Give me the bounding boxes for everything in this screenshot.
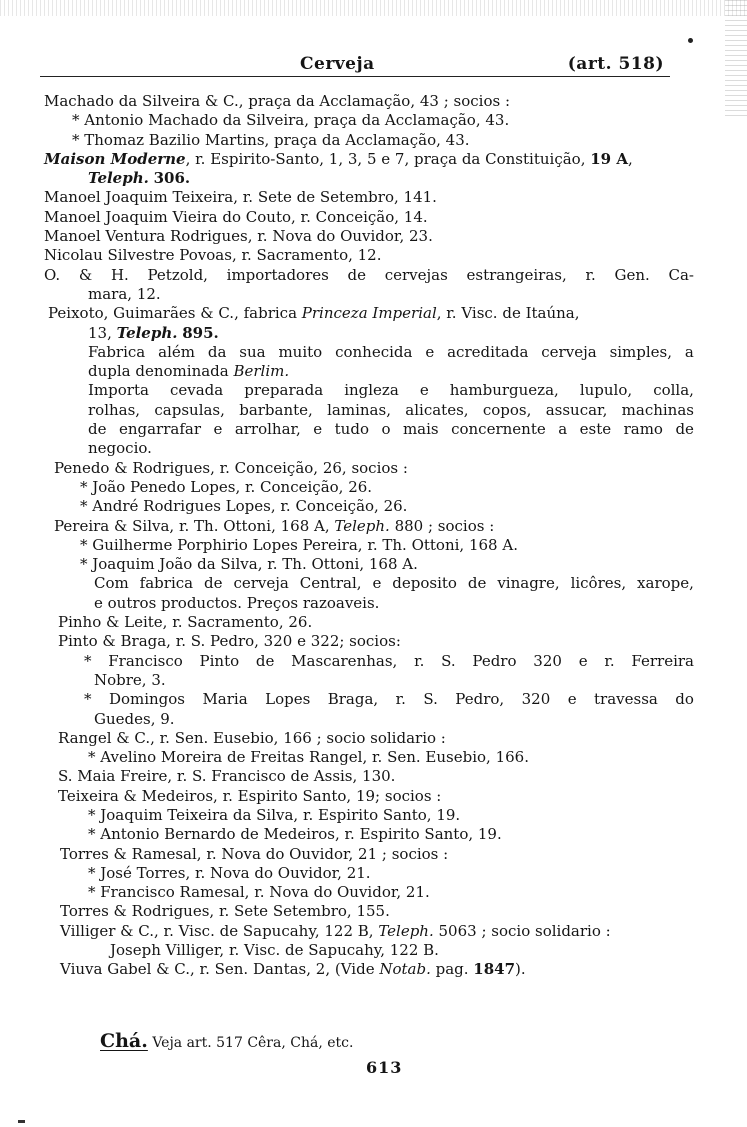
line-word: de: [347, 265, 367, 284]
line-word: Ferreira: [631, 651, 694, 670]
article-number: (art. 518): [567, 54, 664, 74]
listing-line: [44, 362, 694, 381]
line-segment: Peixoto, Guimarães & C., fabrica: [48, 304, 302, 323]
line-segment: * Joaquim João da Silva, r. Th. Ottoni, 168 A.: [80, 555, 418, 574]
listing-line: [44, 401, 694, 420]
line-word: S.: [441, 651, 456, 670]
listing-line: [44, 555, 694, 574]
line-word: este: [579, 420, 612, 439]
line-word: Pedro: [472, 651, 517, 670]
line-segment: Maison Moderne: [44, 149, 186, 168]
line-word: Gen.: [614, 265, 650, 284]
line-word: estrangeiras,: [466, 265, 567, 284]
line-word: Pinto: [199, 651, 240, 670]
listing-line: [44, 902, 694, 921]
line-segment: 306.: [153, 169, 191, 188]
line-segment: Berlim.: [233, 362, 290, 381]
listing-line: [44, 825, 694, 844]
line-segment: Manoel Joaquim Teixeira, r. Sete de Setembro, 141.: [44, 188, 437, 207]
line-segment: , r. Visc. de Itaúna,: [436, 304, 580, 323]
listing-line: [44, 671, 694, 690]
line-word: de: [675, 420, 694, 439]
line-word: 320: [533, 651, 562, 670]
line-word: importadores: [226, 265, 329, 284]
page-header: [40, 54, 670, 77]
listing-line: [44, 806, 694, 825]
line-segment: 880 ; socios :: [389, 516, 495, 535]
line-word: e: [425, 342, 435, 361]
line-segment: * Thomaz Bazilio Martins, praça da Acclamação, 43.: [72, 130, 470, 149]
line-word: ramo: [623, 420, 663, 439]
ink-dot: [688, 38, 693, 43]
line-segment: * Avelino Moreira de Freitas Rangel, r. Sen. Eusebio, 166.: [88, 748, 529, 767]
line-segment: Torres & Ramesal, r. Nova do Ouvidor, 21 ; socios :: [60, 844, 449, 863]
listing-line: [44, 285, 694, 304]
line-segment: Nobre, 3.: [94, 670, 166, 689]
line-word: e: [372, 574, 382, 593]
listing-line: [44, 748, 694, 767]
listing-line: [44, 381, 694, 400]
line-segment: Pinho & Leite, r. Sacramento, 26.: [58, 613, 313, 632]
line-word: simples,: [609, 342, 673, 361]
line-segment: mara, 12.: [88, 284, 161, 303]
line-word: Braga,: [327, 690, 379, 709]
line-segment: Pinto & Braga, r. S. Pedro, 320 e 322; socios:: [58, 632, 401, 651]
line-word: S.: [423, 690, 438, 709]
listing-line: [44, 227, 694, 246]
line-segment: Joseph Villiger, r. Visc. de Sapucahy, 122 B.: [110, 941, 439, 960]
listing-line: [44, 246, 694, 265]
listing-line: [44, 517, 694, 536]
line-word: *: [84, 690, 92, 709]
line-word: vinagre,: [497, 574, 560, 593]
line-segment: Penedo & Rodrigues, r. Conceição, 26, socios :: [54, 458, 408, 477]
line-segment: Teixeira & Medeiros, r. Espirito Santo, 19; socios :: [58, 786, 442, 805]
line-word: Mascarenhas,: [291, 651, 398, 670]
listing-line: [44, 150, 694, 169]
listing-line: [44, 594, 694, 613]
listing-line: [44, 729, 694, 748]
listing-line: [44, 652, 694, 671]
line-word: machinas: [621, 400, 694, 419]
line-segment: Teleph.: [88, 169, 149, 188]
line-word: cerveja: [541, 342, 597, 361]
line-segment: S. Maia Freire, r. S. Francisco de Assis, 130.: [58, 767, 396, 786]
line-segment: 895.: [182, 323, 219, 342]
listing-line: [44, 710, 694, 729]
line-word: de: [204, 574, 223, 593]
line-segment: Teleph.: [378, 921, 434, 940]
line-word: do: [675, 690, 694, 709]
line-segment: Rangel & C., r. Sen. Eusebio, 166 ; socio solidario :: [58, 728, 446, 747]
line-word: concernente: [451, 420, 546, 439]
line-segment: e outros productos. Preços razoaveis.: [94, 593, 380, 612]
listing-line: [44, 324, 694, 343]
line-segment: 13,: [88, 323, 117, 342]
line-segment: * João Penedo Lopes, r. Conceição, 26.: [80, 477, 373, 496]
line-word: e: [419, 381, 429, 400]
line-word: Pedro,: [455, 690, 505, 709]
line-word: a: [558, 420, 568, 439]
line-word: Francisco: [108, 651, 183, 670]
line-word: Fabrica: [88, 342, 146, 361]
line-segment: * Francisco Ramesal, r. Nova do Ouvidor, 21.: [88, 883, 430, 902]
line-word: fabrica: [139, 574, 194, 593]
line-word: hamburgueza,: [449, 381, 559, 400]
listing-line: [44, 169, 694, 188]
line-segment: Notab.: [379, 960, 431, 979]
cross-reference-text: Veja art. 517 Cêra, Chá, etc.: [152, 1035, 354, 1051]
listing-line: [44, 266, 694, 285]
line-word: de: [467, 574, 487, 593]
line-segment: Viuva Gabel & C., r. Sen. Dantas, 2, (Vide: [60, 960, 380, 979]
line-word: sua: [239, 342, 266, 361]
line-segment: Manoel Ventura Rodrigues, r. Nova do Ouvidor, 23.: [44, 227, 433, 246]
line-word: lupulo,: [579, 381, 633, 400]
scan-noise-top: [0, 0, 747, 16]
line-word: ingleza: [344, 381, 399, 400]
line-word: xarope,: [637, 574, 694, 593]
listing-line: [44, 92, 694, 111]
line-segment: Villiger & C., r. Visc. de Sapucahy, 122 B,: [60, 921, 379, 940]
line-word: r.: [604, 651, 615, 670]
listing-line: [44, 613, 694, 632]
listing-line: [44, 536, 694, 555]
line-segment: * Guilherme Porphirio Lopes Pereira, r. Th. Ottoni, 168 A.: [80, 535, 518, 554]
line-word: H.: [110, 265, 129, 284]
line-word: copos,: [482, 400, 532, 419]
line-word: Petzold,: [147, 265, 208, 284]
line-segment: Teleph.: [116, 323, 178, 342]
line-segment: * Antonio Bernardo de Medeiros, r. Espirito Santo, 19.: [88, 825, 502, 844]
listing-line: [44, 111, 694, 130]
scan-noise-right: [725, 0, 747, 120]
line-segment: 19 A: [590, 149, 628, 168]
line-word: &: [78, 265, 93, 284]
line-segment: * Joaquim Teixeira da Silva, r. Espirito Santo, 19.: [88, 805, 461, 824]
line-word: rolhas,: [88, 400, 141, 419]
line-word: engarrafar: [118, 420, 201, 439]
line-word: e: [213, 420, 223, 439]
line-segment: Teleph.: [334, 516, 390, 535]
line-word: *: [84, 651, 92, 670]
line-word: a: [684, 342, 694, 361]
listing-line: [44, 941, 694, 960]
listing-line: [44, 497, 694, 516]
line-word: cerveja: [233, 574, 289, 593]
line-word: alicates,: [405, 400, 469, 419]
listing-line: [44, 632, 694, 651]
line-word: acreditada: [447, 342, 529, 361]
line-segment: , r. Espirito-Santo, 1, 3, 5 e 7, praça da Constituição,: [185, 149, 591, 168]
line-word: r.: [395, 690, 406, 709]
line-word: laminas,: [327, 400, 391, 419]
line-word: conhecida: [335, 342, 413, 361]
line-word: preparada: [244, 381, 324, 400]
line-word: deposito: [392, 574, 457, 593]
listing-line: [44, 690, 694, 709]
line-word: licôres,: [570, 574, 627, 593]
line-word: o: [381, 420, 391, 439]
line-segment: * André Rodrigues Lopes, r. Conceição, 26.: [80, 497, 408, 516]
listing-line: [44, 767, 694, 786]
line-segment: dupla denominada: [88, 362, 234, 381]
line-segment: * Antonio Machado da Silveira, praça da Acclamação, 43.: [72, 111, 510, 130]
line-segment: ).: [515, 960, 526, 979]
line-word: cevada: [169, 381, 224, 400]
line-word: muito: [278, 342, 323, 361]
line-word: travessa: [594, 690, 658, 709]
page-number: 613: [366, 1058, 403, 1077]
listing-line: [44, 574, 694, 593]
line-word: Maria: [202, 690, 248, 709]
line-word: colla,: [653, 381, 694, 400]
line-word: e: [313, 420, 323, 439]
line-word: Central,: [299, 574, 362, 593]
listing-line: [44, 439, 694, 458]
line-segment: negocio.: [88, 439, 152, 458]
section-title: Cerveja: [300, 54, 375, 74]
listing-line: [44, 208, 694, 227]
line-word: além: [158, 342, 195, 361]
line-word: Com: [94, 574, 129, 593]
line-word: Domingos: [108, 690, 186, 709]
line-word: r.: [585, 265, 596, 284]
line-word: tudo: [334, 420, 369, 439]
listing-line: [44, 883, 694, 902]
cross-reference-heading: Chá.: [100, 1030, 148, 1052]
line-word: Ca-: [668, 265, 694, 284]
line-segment: Machado da Silveira & C., praça da Acclamação, 43 ; socios :: [44, 92, 511, 110]
directory-listing: [44, 92, 694, 980]
listing-line: [44, 864, 694, 883]
listing-line: [44, 343, 694, 362]
line-word: O.: [44, 265, 61, 284]
line-word: de: [88, 420, 107, 439]
listing-line: [44, 922, 694, 941]
line-word: r.: [414, 651, 425, 670]
line-word: arrolhar,: [234, 420, 301, 439]
line-word: assucar,: [545, 400, 608, 419]
line-word: 320: [521, 690, 551, 709]
line-segment: Princeza Imperial: [301, 304, 437, 323]
line-segment: Nicolau Silvestre Povoas, r. Sacramento, 12.: [44, 246, 382, 265]
line-word: de: [255, 651, 275, 670]
listing-line: [44, 787, 694, 806]
cross-reference-note: [100, 1030, 353, 1052]
line-word: mais: [402, 420, 439, 439]
line-word: barbante,: [239, 400, 313, 419]
line-segment: 5063 ; socio solidario :: [433, 921, 611, 940]
listing-line: [44, 420, 694, 439]
line-word: capsulas,: [154, 400, 225, 419]
listing-line: [44, 188, 694, 207]
listing-line: [44, 459, 694, 478]
line-word: da: [207, 342, 227, 361]
line-word: e: [578, 651, 588, 670]
listing-line: [44, 478, 694, 497]
line-segment: pag.: [430, 960, 474, 979]
line-word: cervejas: [384, 265, 448, 284]
line-word: e: [567, 690, 577, 709]
listing-line: [44, 131, 694, 150]
line-word: Lopes: [265, 690, 311, 709]
line-segment: 1847: [473, 960, 516, 979]
line-word: Importa: [88, 381, 149, 400]
line-segment: * José Torres, r. Nova do Ouvidor, 21.: [88, 863, 371, 882]
line-segment: Guedes, 9.: [94, 709, 175, 728]
line-segment: Manoel Joaquim Vieira do Couto, r. Conceição, 14.: [44, 207, 428, 226]
line-segment: Pereira & Silva, r. Th. Ottoni, 168 A,: [54, 516, 335, 535]
corner-mark: [18, 1120, 25, 1123]
listing-line: [44, 304, 694, 323]
listing-line: [44, 845, 694, 864]
listing-line: [44, 960, 694, 979]
line-segment: Torres & Rodrigues, r. Sete Setembro, 155.: [60, 902, 390, 921]
line-segment: ,: [627, 149, 633, 168]
